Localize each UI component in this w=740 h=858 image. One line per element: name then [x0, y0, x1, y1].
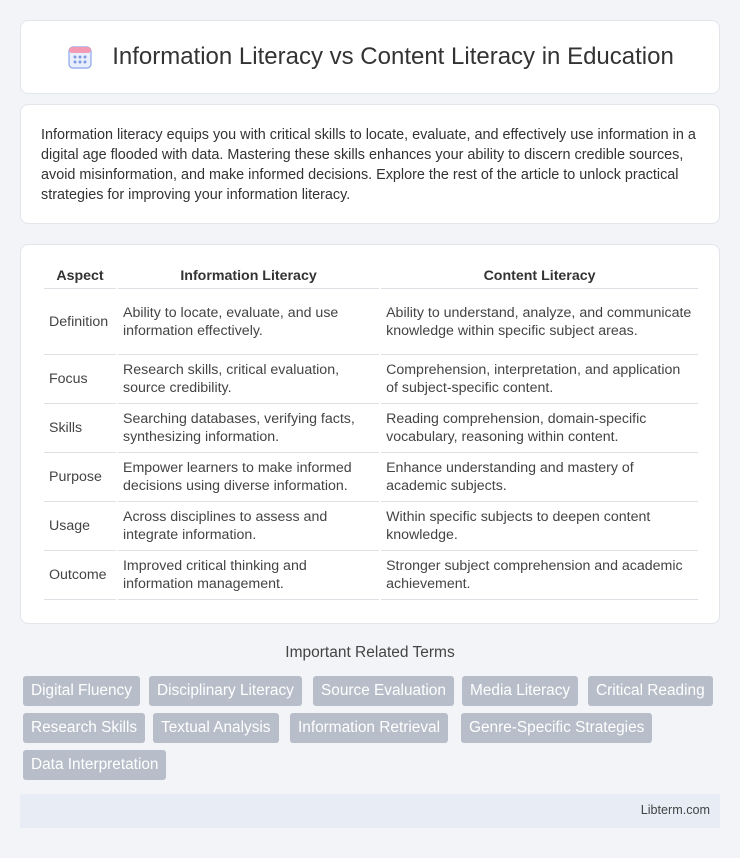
header-card [20, 20, 720, 94]
comparison-card [20, 244, 720, 624]
related-term-tag[interactable]: Genre-Specific Strategies [461, 713, 652, 743]
table-row [44, 404, 698, 453]
footer [20, 794, 720, 828]
intro-card [20, 104, 720, 224]
table-row [44, 289, 698, 355]
row-aspect: Purpose [44, 453, 116, 502]
footer-site-link[interactable]: Libterm.com [640, 803, 710, 817]
row-aspect: Definition [44, 289, 116, 355]
intro-paragraph: Information literacy equips you with critical skills to locate, evaluate, and effectively use information in a digital age flooded with data. Mastering these skills enhances your ability to discern credible sources, avoid misinformation, and make informed decisions. Explore the rest of the article to unlock practical strategies for improving your information literacy. [41, 127, 696, 203]
row-aspect: Skills [44, 404, 116, 453]
column-header-content-literacy: Content Literacy [381, 265, 698, 289]
info-literacy-cell: Searching databases, verifying facts, synthesizing information. [118, 404, 379, 453]
content-literacy-cell: Stronger subject comprehension and academic achievement. [381, 551, 698, 600]
content-literacy-cell: Within specific subjects to deepen content knowledge. [381, 502, 698, 551]
header [66, 43, 674, 71]
calendar-grid-icon [66, 43, 94, 71]
related-term-tag[interactable]: Data Interpretation [23, 750, 166, 780]
related-term-tag[interactable]: Source Evaluation [313, 676, 454, 706]
page-title: Information Literacy vs Content Literacy in Education [112, 43, 674, 70]
related-term-tag[interactable]: Media Literacy [462, 676, 578, 706]
related-term-tag[interactable]: Research Skills [23, 713, 145, 743]
related-term-tag[interactable]: Disciplinary Literacy [149, 676, 302, 706]
row-aspect: Usage [44, 502, 116, 551]
table-row [44, 453, 698, 502]
info-literacy-cell: Improved critical thinking and information management. [118, 551, 379, 600]
content-literacy-cell: Ability to understand, analyze, and communicate knowledge within specific subject areas. [381, 289, 698, 355]
column-header-aspect: Aspect [44, 265, 116, 289]
column-header-information-literacy: Information Literacy [118, 265, 379, 289]
table-row [44, 551, 698, 600]
comparison-table [42, 265, 700, 600]
info-literacy-cell: Empower learners to make informed decisions using diverse information. [118, 453, 379, 502]
table-header-row [44, 265, 698, 289]
table-row [44, 355, 698, 404]
table-row [44, 502, 698, 551]
content-literacy-cell: Comprehension, interpretation, and application of subject-specific content. [381, 355, 698, 404]
row-aspect: Focus [44, 355, 116, 404]
related-term-tag[interactable]: Digital Fluency [23, 676, 140, 706]
related-terms-heading: Important Related Terms [285, 644, 455, 661]
content-literacy-cell: Enhance understanding and mastery of academic subjects. [381, 453, 698, 502]
info-literacy-cell: Across disciplines to assess and integrate information. [118, 502, 379, 551]
content-literacy-cell: Reading comprehension, domain-specific vocabulary, reasoning within content. [381, 404, 698, 453]
info-literacy-cell: Ability to locate, evaluate, and use information effectively. [118, 289, 379, 355]
related-term-tag[interactable]: Information Retrieval [290, 713, 448, 743]
related-term-tag[interactable]: Textual Analysis [153, 713, 279, 743]
info-literacy-cell: Research skills, critical evaluation, source credibility. [118, 355, 379, 404]
related-term-tag[interactable]: Critical Reading [588, 676, 713, 706]
row-aspect: Outcome [44, 551, 116, 600]
